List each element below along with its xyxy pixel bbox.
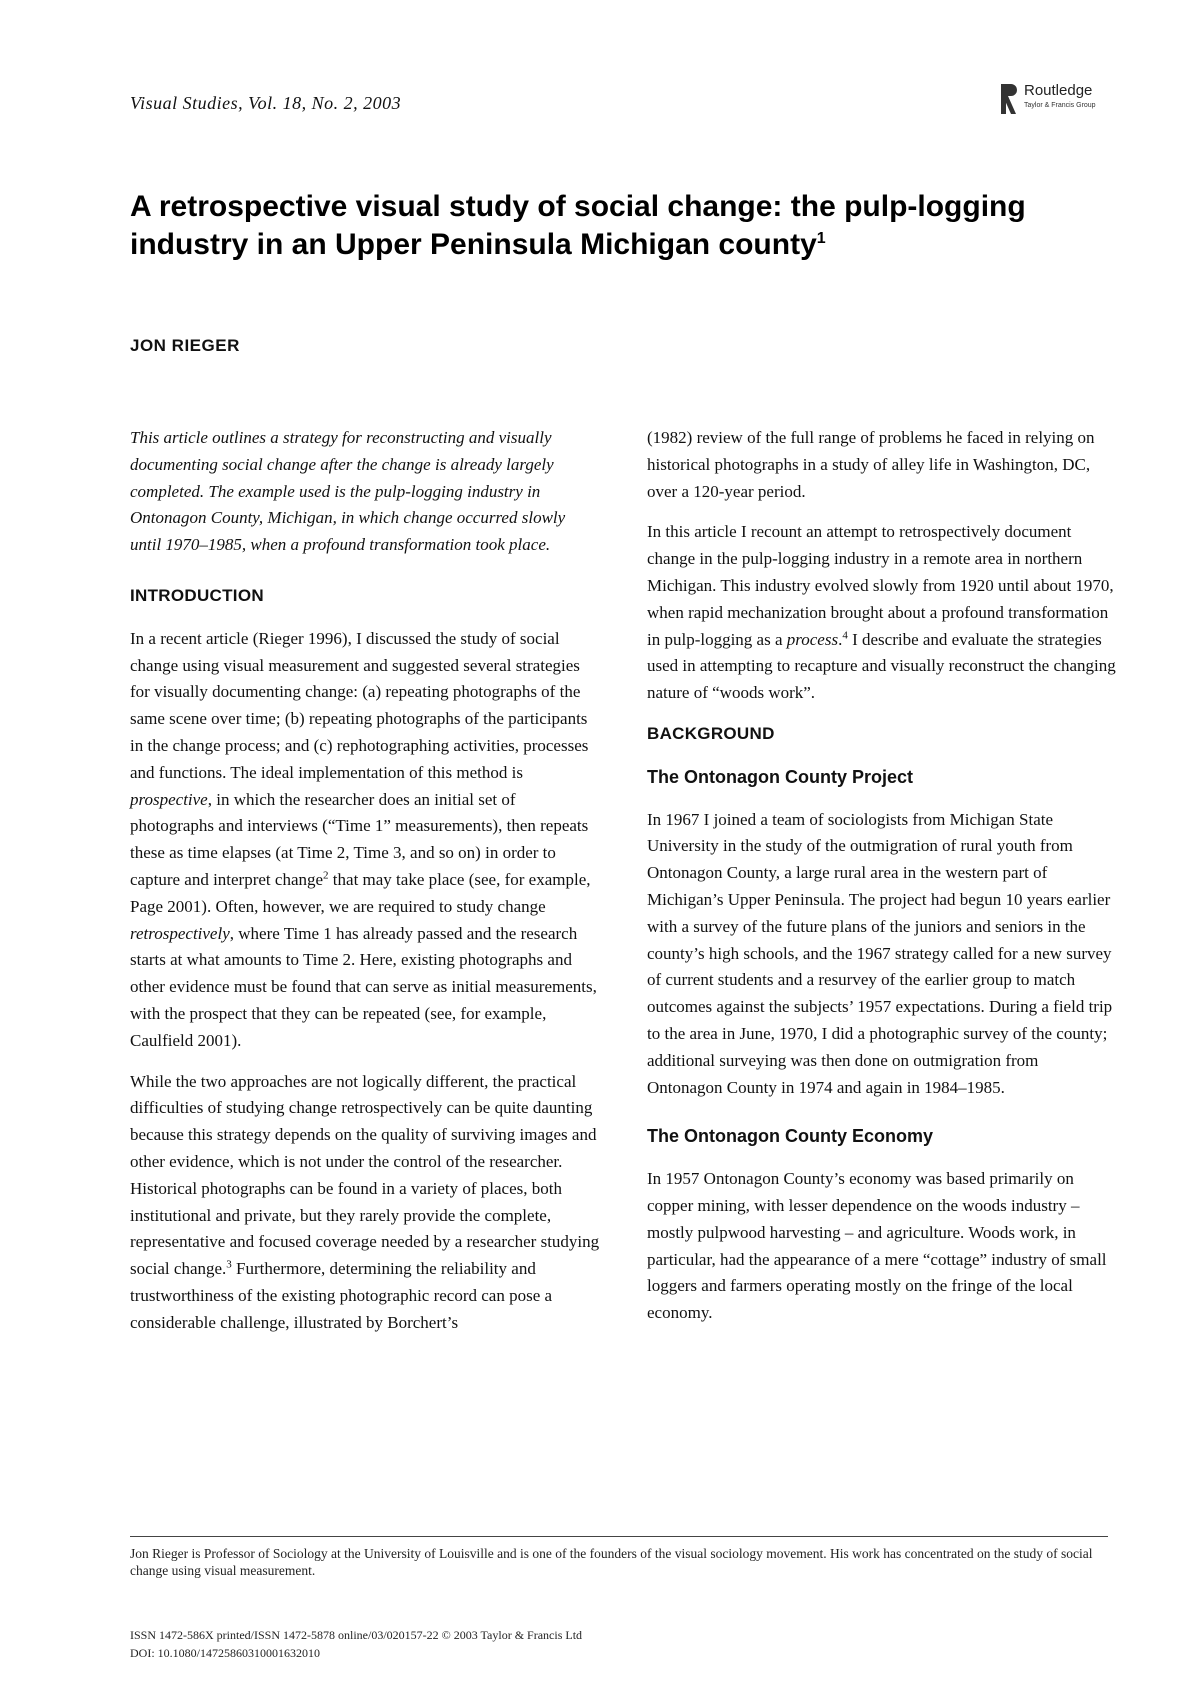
publisher-name: Routledge (1024, 82, 1093, 99)
footnote-marker[interactable]: 3 (226, 1258, 232, 1271)
text-run: , in which the researcher does an initial set of photographs and interviews (“Time 1” measurements), then repeats these as time elapses (at Time 2, Time 3, and so on) in order to capture and interpret change (130, 789, 589, 889)
intro-paragraph-1 (130, 626, 600, 1055)
footnote-divider (130, 1536, 1108, 1537)
footnote-marker[interactable]: 2 (323, 869, 329, 882)
intro-paragraph-2 (130, 1069, 600, 1337)
abstract: This article outlines a strategy for reconstructing and visually documenting social change after the change is already largely completed. The example used is the pulp-logging industry in Ontonagon County, Michigan, in which change occurred slowly until 1970–1985, when a profound transformation took place. (130, 428, 566, 555)
article-title-text: A retrospective visual study of social change: the pulp-logging industry in an Upper Peninsula Michigan county (130, 190, 1026, 261)
text-run: While the two approaches are not logically different, the practical difficulties of studying change retrospectively can be quite daunting because this strategy depends on the quality of surviving images and other evidence, which is not under the control of the researcher. Historical photographs can be found in a variety of places, both institutional and private, but they rarely provide the complete, representative and focused coverage needed by a researcher studying social change. (130, 1071, 600, 1279)
doi-line[interactable]: DOI: 10.1080/14725860310001632010 (130, 1646, 320, 1660)
text-run: In a recent article (Rieger 1996), I discussed the study of social change using visual measurement and suggested several strategies for visually documenting change: (a) repeating photographs of the same scene over time; (b) repeating photographs of the participants in the change process; and (c) rephotographing activities, processes and functions. The ideal implementation of this method is (130, 628, 589, 782)
section-heading-introduction: INTRODUCTION (130, 585, 264, 605)
section-heading-background: BACKGROUND (647, 723, 775, 743)
right-column (647, 425, 1117, 1341)
text-run: that may take place (see, for example, Page 2001). Often, however, we are required to study change (130, 869, 591, 916)
publisher-group: Taylor & Francis Group (1024, 102, 1096, 109)
subheading-project: The Ontonagon County Project (647, 766, 913, 787)
title-footnote-marker[interactable]: 1 (816, 230, 826, 247)
intro-paragraph-4: In this article I recount an attempt to retrospectively document change in the pulp-logging industry in a remote area in northern Michigan. This industry evolved slowly from 1920 until about 1970, when rapid mechanization brought about a profound transformation in pulp-logging as a process.$^4$ I describe and evaluate the strategies used in attempting to recapture and visually reconstruct the changing nature of “woods work”. (647, 522, 1116, 703)
emphasis-retrospectively: retrospectively (130, 923, 230, 943)
intro-paragraph-3: (1982) review of the full range of problems he faced in relying on historical photographs in a study of alley life in Washington, DC, over a 120-year period. (647, 428, 1095, 501)
background-paragraph-1: In 1967 I joined a team of sociologists from Michigan State University in the study of the outmigration of rural youth from Ontonagon County, a large rural area in the western part of Michigan’s Upper Peninsula. The project had begun 10 years earlier with a survey of the future plans of the juniors and seniors in the county’s high schools, and the 1967 strategy called for a new survey of current students and a resurvey of the earlier group to match outcomes against the subjects’ 1957 expectations. During a field trip to the area in June, 1970, I did a photographic survey of the county; additional surveying was then done on outmigration from Ontonagon County in 1974 and again in 1984–1985. (647, 809, 1113, 1097)
publication-info (130, 1626, 582, 1662)
author-name: JON RIEGER (130, 336, 240, 355)
background-paragraph-2: In 1957 Ontonagon County’s economy was based primarily on copper mining, with lesser dependence on the woods industry – mostly pulpwood harvesting – and agriculture. Woods work, in particular, had the appearance of a mere “cottage” industry of small loggers and farmers operating mostly on the fringe of the local economy. (647, 1169, 1107, 1323)
emphasis-prospective: prospective (130, 789, 208, 809)
footnote-marker[interactable]: 4 (842, 628, 848, 641)
routledge-logo-icon (1000, 82, 1018, 116)
journal-citation: Visual Studies, Vol. 18, No. 2, 2003 (130, 93, 402, 113)
author-bio: Jon Rieger is Professor of Sociology at the University of Louisville and is one of the founders of the visual sociology movement. His work has concentrated on the study of social change using visual measurement. (130, 1546, 1093, 1578)
subheading-economy: The Ontonagon County Economy (647, 1126, 933, 1147)
text-run: , where Time 1 has already passed and the research starts at what amounts to Time 2. Here, existing photographs and other evidence must be found that can serve as initial measurements, with the prospect that they can be repeated (see, for example, Caulfield 2001). (130, 923, 597, 1050)
text-run: Furthermore, determining the reliability and trustworthiness of the existing photographic record can pose a considerable challenge, illustrated by Borchert’s (130, 1259, 553, 1332)
article-title (130, 188, 1030, 264)
text-run: In this article I recount an attempt to retrospectively document change in the pulp-logging industry in a remote area in northern Michigan. This industry evolved slowly from 1920 until about 1970, when rapid mechanization brought about a profound transformation in pulp-logging as a (647, 522, 1114, 649)
text-run: I describe and evaluate the strategies used in attempting to recapture and visually reconstruct the changing nature of “woods work”. (647, 629, 1116, 703)
emphasis-process: process (786, 629, 839, 649)
left-column (130, 425, 600, 1351)
issn-line: ISSN 1472-586X printed/ISSN 1472-5878 online/03/020157-22 © 2003 Taylor & Francis Ltd (130, 1628, 583, 1642)
publisher-logo (1000, 80, 1120, 120)
